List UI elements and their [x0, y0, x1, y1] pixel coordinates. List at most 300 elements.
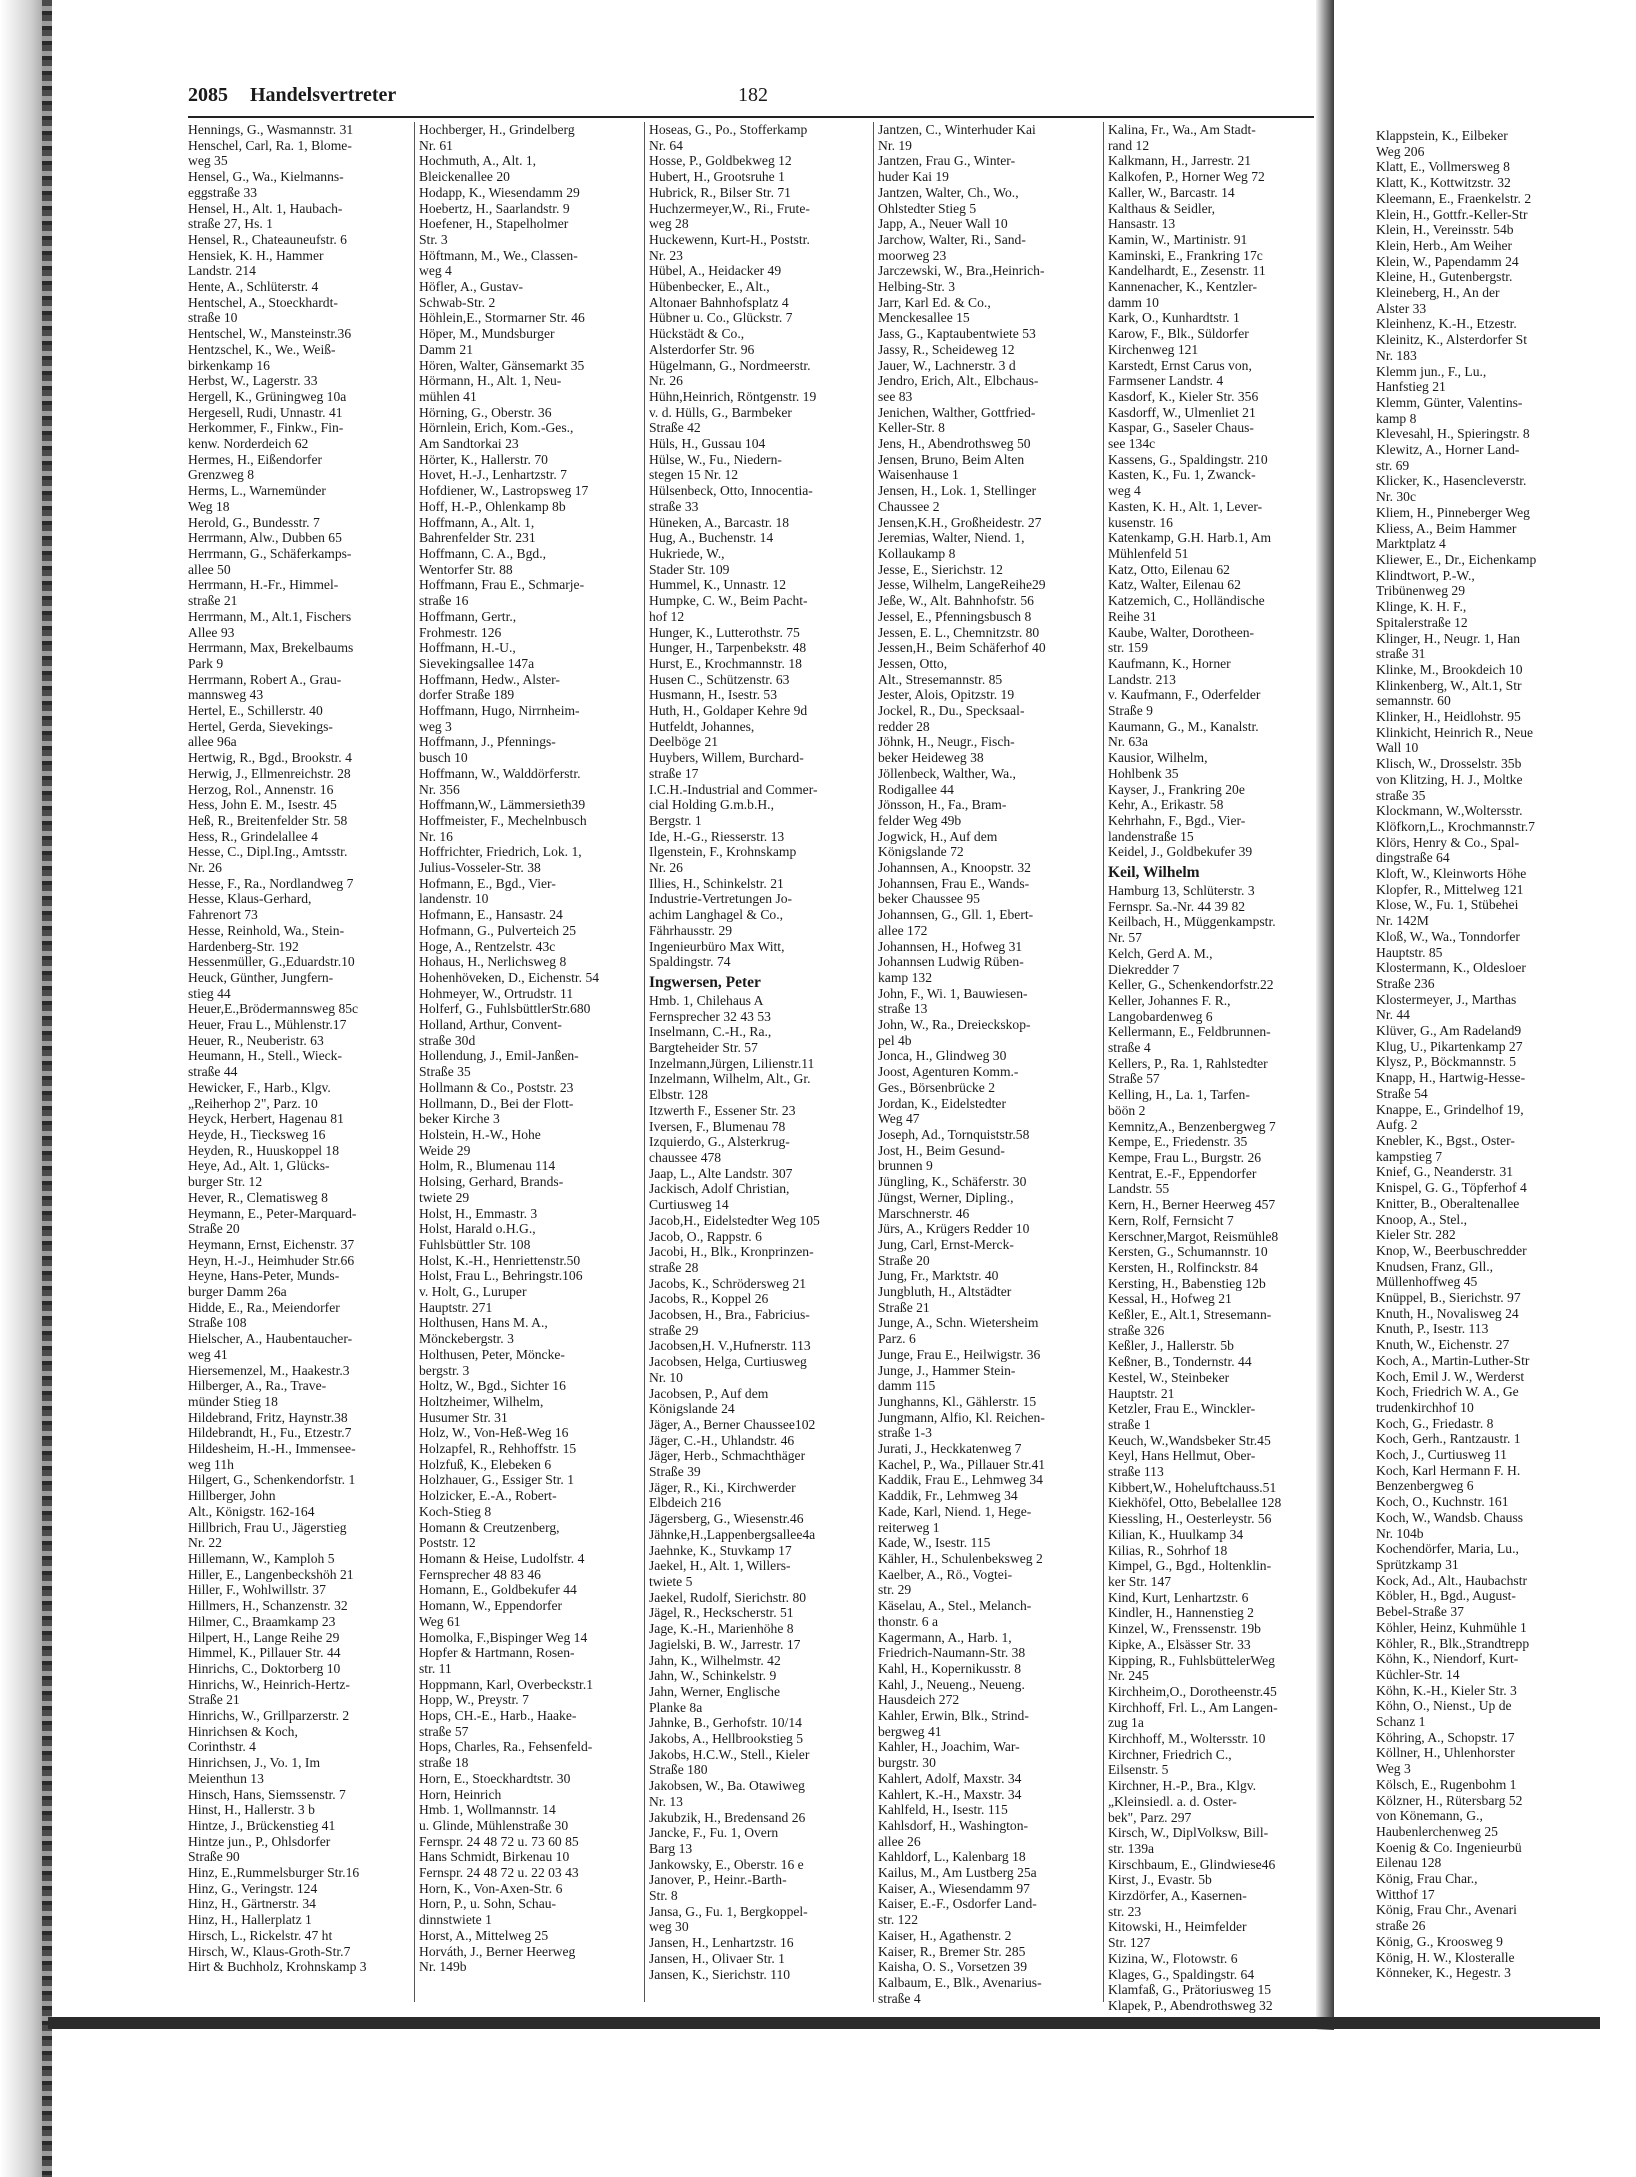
directory-entry: Köhn, K., Niendorf, Kurt- [1376, 1651, 1519, 1667]
directory-entry: burgstr. 30 [878, 1755, 936, 1771]
directory-entry: Koch, O., Kuchnstr. 161 [1376, 1494, 1509, 1510]
bottom-scan-edge [48, 2017, 1600, 2029]
directory-entry: Holthusen, Hans M. A., [419, 1315, 548, 1331]
directory-entry: see 83 [878, 388, 913, 404]
directory-entry: Straße 54 [1376, 1085, 1428, 1101]
directory-entry: Junge, A., Schn. Wietersheim [878, 1315, 1039, 1331]
directory-entry: weg 4 [1108, 483, 1141, 499]
directory-entry: Hunger, K., Lutterothstr. 75 [649, 624, 800, 640]
directory-entry: bek", Parz. 297 [1108, 1809, 1192, 1825]
directory-entry: Ilgenstein, F., Krohnskamp [649, 844, 797, 860]
directory-entry: Hilberger, A., Ra., Trave- [188, 1378, 327, 1394]
directory-entry: Holtz, W., Bgd., Sichter 16 [419, 1378, 566, 1394]
directory-entry: Homann, W., Eppendorfer [419, 1598, 563, 1614]
directory-entry: Hamburg 13, Schlüterstr. 3 [1108, 883, 1255, 899]
directory-entry: Jansa, G., Fu. 1, Bergkoppel- [649, 1903, 808, 1919]
directory-entry: Hofdiener, W., Lastropsweg 17 [419, 483, 589, 499]
directory-entry: Hurst, E., Krochmannstr. 18 [649, 655, 802, 671]
directory-entry: Koch, G., Friedastr. 8 [1376, 1415, 1494, 1431]
directory-entry: damm 10 [1108, 294, 1159, 310]
directory-entry: Hörmann, H., Alt. 1, Neu- [419, 373, 562, 389]
directory-entry: Planke 8a [649, 1699, 703, 1715]
directory-entry: beker Chaussee 95 [878, 891, 980, 907]
directory-entry: Fernspr. 24 48 72 u. 73 60 85 [419, 1833, 579, 1849]
directory-entry: Könneker, K., Hegestr. 3 [1376, 1965, 1511, 1981]
directory-entry: böön 2 [1108, 1102, 1146, 1118]
directory-entry: Huybers, Willem, Burchard- [649, 750, 804, 766]
directory-entry: Jensen,K.H., Großheidestr. 27 [878, 514, 1042, 530]
directory-entry: Husen C., Schützenstr. 63 [649, 671, 790, 687]
directory-entry: Weg 206 [1376, 143, 1425, 159]
directory-entry: Kirchenweg 121 [1108, 341, 1199, 357]
directory-entry: kenw. Norderdeich 62 [188, 436, 309, 452]
directory-entry: Hansastr. 13 [1108, 216, 1176, 232]
directory-entry: Hillmers, H., Schanzenstr. 32 [188, 1598, 348, 1614]
directory-entry: Holst, K.-H., Henriettenstr.50 [419, 1252, 581, 1268]
directory-entry: Jüngst, Werner, Dipling., [878, 1189, 1014, 1205]
directory-entry: Jost, H., Beim Gesund- [878, 1142, 1005, 1158]
directory-entry: straße 35 [1376, 787, 1426, 803]
directory-entry: Hügelmann, G., Nordmeerstr. [649, 357, 811, 373]
directory-entry: Hinrichsen & Koch, [188, 1723, 298, 1739]
directory-entry: Hinst, H., Hallerstr. 3 b [188, 1802, 315, 1818]
directory-entry: Holst, H., Emmastr. 3 [419, 1205, 538, 1221]
directory-entry: Humpke, C. W., Beim Pacht- [649, 593, 808, 609]
directory-entry: Kasdorf, K., Kieler Str. 356 [1108, 388, 1259, 404]
directory-entry: Jäger, Herb., Schmachthäger [649, 1448, 806, 1464]
directory-entry: Jensen, H., Lok. 1, Stellinger [878, 483, 1037, 499]
directory-entry: straße 27, Hs. 1 [188, 216, 273, 232]
directory-entry: Herms, L., Warnemünder [188, 483, 326, 499]
directory-entry: Alsterdorfer Str. 96 [649, 341, 755, 357]
directory-entry: Hinz, H., Hallerplatz 1 [188, 1912, 312, 1928]
directory-entry: Kirst, J., Evastr. 5b [1108, 1872, 1212, 1888]
directory-entry: Klüver, G., Am Radeland9 [1376, 1023, 1522, 1039]
directory-entry: Hofmann, E., Bgd., Vier- [419, 875, 556, 891]
directory-entry: Kasdorff, W., Ulmenliet 21 [1108, 404, 1256, 420]
directory-entry: Huchzermeyer,W., Ri., Frute- [649, 200, 810, 216]
directory-entry: Köbler, H., Bgd., August- [1376, 1588, 1516, 1604]
directory-entry: Herrmann, Robert A., Grau- [188, 671, 342, 687]
directory-entry: Junghanns, Kl., Gählerstr. 15 [878, 1393, 1037, 1409]
directory-entry: Hoefener, H., Stapelholmer [419, 216, 569, 232]
directory-entry: Knappe, E., Grindelhof 19, [1376, 1101, 1524, 1117]
directory-entry: Koch-Stieg 8 [419, 1503, 492, 1519]
directory-entry: Hoffmann,W., Lämmersieth39 [419, 797, 586, 813]
directory-entry: straße 326 [1108, 1322, 1165, 1338]
directory-entry: Jaekel, Rudolf, Sierichstr. 80 [649, 1589, 807, 1605]
directory-entry: Koch, J., Curtiusweg 11 [1376, 1447, 1507, 1463]
directory-entry: Jeremias, Walter, Niend. 1, [878, 530, 1025, 546]
directory-entry: Heuck, Günther, Jungfern- [188, 969, 334, 985]
directory-entry: str. 159 [1108, 640, 1149, 656]
directory-entry: Straße 35 [419, 1064, 471, 1080]
directory-entry: redder 28 [878, 718, 930, 734]
directory-entry: Jacobsen, P., Auf dem [649, 1385, 769, 1401]
directory-entry: Jass, G., Kaptaubentwiete 53 [878, 326, 1036, 342]
directory-entry: Koch, Gerh., Rantzaustr. 1 [1376, 1431, 1521, 1447]
directory-entry: achim Langhagel & Co., [649, 907, 784, 923]
directory-entry: Koch, Karl Hermann F. H. [1376, 1462, 1521, 1478]
directory-entry: weg 11h [188, 1456, 234, 1472]
directory-entry: Klamfaß, G., Prätoriusweg 15 [1108, 1982, 1272, 1998]
directory-entry: Klinkicht, Heinrich R., Neue [1376, 724, 1534, 740]
directory-entry: Jassy, R., Scheideweg 12 [878, 341, 1015, 357]
directory-entry: Hollmann & Co., Poststr. 23 [419, 1079, 574, 1095]
directory-entry: Horn, K., Von-Axen-Str. 6 [419, 1880, 563, 1896]
directory-entry: Hess, R., Grindelallee 4 [188, 828, 318, 844]
directory-entry: Kahler, Erwin, Blk., Strind- [878, 1708, 1029, 1724]
directory-entry: Hewicker, F., Harb., Klgv. [188, 1079, 331, 1095]
directory-entry: kusenstr. 16 [1108, 514, 1173, 530]
directory-entry: Jantzen, Frau G., Winter- [878, 153, 1016, 169]
directory-entry: Holst, Harald o.H.G., [419, 1221, 536, 1237]
directory-entry: Jacob,H., Eidelstedter Weg 105 [649, 1212, 820, 1228]
directory-entry: Bebel-Straße 37 [1376, 1604, 1464, 1620]
directory-entry: Hidde, E., Ra., Meiendorfer [188, 1299, 340, 1315]
directory-entry: Jesse, E., Sierichstr. 12 [878, 561, 1003, 577]
directory-entry: Hollmann, D., Bei der Flott- [419, 1095, 574, 1111]
directory-entry: Hertel, E., Schillerstr. 40 [188, 703, 323, 719]
directory-entry: Nr. 13 [649, 1793, 683, 1809]
directory-entry: Inselmann, C.-H., Ra., [649, 1024, 772, 1040]
directory-entry: Kloft, W., Kleinworts Höhe [1376, 866, 1527, 882]
directory-entry: Jacobsen, Helga, Curtiusweg [649, 1354, 807, 1370]
directory-entry: str. 29 [878, 1582, 912, 1598]
directory-entry: Heuer,E.,Brödermannsweg 85c [188, 1001, 359, 1017]
directory-entry: Nr. 64 [649, 137, 683, 153]
directory-entry: Kahlert, Adolf, Maxstr. 34 [878, 1770, 1022, 1786]
directory-entry: Jakobsen, W., Ba. Otawiweg [649, 1778, 805, 1794]
directory-entry: Hoffmann, Hedw., Alster- [419, 671, 560, 687]
directory-entry: Witthof 17 [1376, 1886, 1435, 1902]
directory-entry: Nr. 26 [188, 860, 222, 876]
directory-entry: Izquierdo, G., Alsterkrug- [649, 1134, 790, 1150]
directory-entry: Jägersberg, G., Wiesenstr.46 [649, 1511, 804, 1527]
page-gutter-edge [1316, 0, 1334, 2030]
directory-entry: Kestel, W., Steinbeker [1108, 1369, 1230, 1385]
directory-entry: Katenkamp, G.H. Harb.1, Am [1108, 530, 1272, 546]
directory-entry: Nr. 142M [1376, 913, 1429, 929]
directory-entry: beker Kirche 3 [419, 1111, 500, 1127]
directory-entry: Eilenau 128 [1376, 1855, 1442, 1871]
directory-entry: Herwig, J., Ellmenreichstr. 28 [188, 765, 351, 781]
directory-entry: Heyne, Hans-Peter, Munds- [188, 1268, 340, 1284]
directory-entry: Parz. 6 [878, 1331, 916, 1347]
directory-entry: Hörnlein, Erich, Kom.-Ges., [419, 420, 574, 436]
directory-entry: Koenig & Co. Ingenieurbü [1376, 1839, 1522, 1855]
directory-entry: Jöllenbeck, Walther, Wa., [878, 765, 1016, 781]
directory-entry: Heyck, Herbert, Hagenau 81 [188, 1111, 344, 1127]
directory-entry: Kleineberg, H., An der [1376, 285, 1500, 301]
directory-entry: Hübel, A., Heidacker 49 [649, 263, 782, 279]
directory-entry: allee 172 [878, 922, 928, 938]
directory-entry: Kahlsdorf, H., Washington- [878, 1817, 1029, 1833]
directory-entry: Hoppmann, Karl, Overbeckstr.1 [419, 1676, 594, 1692]
directory-entry: Hildebrand, Fritz, Haynstr.38 [188, 1409, 348, 1425]
directory-entry: Kark, O., Kunhardtstr. 1 [1108, 310, 1240, 326]
directory-entry: Hochberger, H., Grindelberg [419, 122, 575, 137]
directory-entry: Klysz, P., Böckmannstr. 5 [1376, 1054, 1517, 1070]
directory-entry: Keßler, E., Alt.1, Stresemann- [1108, 1307, 1272, 1323]
directory-entry: Nr. 57 [1108, 930, 1142, 946]
directory-entry: Jakubzik, H., Bredensand 26 [649, 1809, 806, 1825]
directory-entry: Helbing-Str. 3 [878, 279, 956, 295]
directory-entry: Hildesheim, H.-H., Immensee- [188, 1441, 356, 1457]
directory-entry: Kelch, Gerd A. M., [1108, 945, 1213, 961]
directory-entry: Hensel, G., Wa., Kielmanns- [188, 169, 344, 185]
directory-entry: Keller, G., Schenkendorfstr.22 [1108, 977, 1274, 993]
directory-entry: Johannsen, A., Knoopstr. 32 [878, 860, 1031, 876]
directory-entry: Kiessling, H., Oesterleystr. 56 [1108, 1511, 1272, 1527]
directory-entry: Straße 180 [649, 1762, 708, 1778]
directory-entry: Kind, Kurt, Lenhartzstr. 6 [1108, 1589, 1249, 1605]
directory-entry: Klinger, H., Neugr. 1, Han [1376, 630, 1521, 646]
directory-entry: cial Holding G.m.b.H., [649, 797, 774, 813]
directory-entry: Höhlein,E., Stormarner Str. 46 [419, 310, 585, 326]
directory-entry: Hauptstr. 21 [1108, 1385, 1175, 1401]
column-3 [649, 122, 871, 2012]
directory-entry: Kipke, A., Elsässer Str. 33 [1108, 1636, 1251, 1652]
directory-entry: Hoebertz, H., Saarlandstr. 9 [419, 200, 570, 216]
directory-entry: Eilsenstr. 5 [1108, 1762, 1169, 1778]
directory-entry: Kock, Ad., Alt., Haubachstr [1376, 1572, 1528, 1588]
directory-entry: Jaehnke, K., Stuvkamp 17 [649, 1542, 792, 1558]
directory-entry: Klöfkorn,L., Krochmannstr.7 [1376, 818, 1535, 834]
directory-entry: Jockel, R., Du., Specksaal- [878, 703, 1025, 719]
directory-entry: Jenichen, Walther, Gottfried- [878, 404, 1036, 420]
directory-entry: Kilian, K., Huulkamp 34 [1108, 1526, 1244, 1542]
directory-entry: Nr. 22 [188, 1535, 222, 1551]
directory-entry: straße 10 [188, 310, 238, 326]
directory-entry: Hüneken, A., Barcastr. 18 [649, 514, 790, 530]
directory-entry: Jage, K.-H., Marienhöhe 8 [649, 1621, 794, 1637]
directory-entry: Kahldorf, L., Kalenbarg 18 [878, 1849, 1026, 1865]
directory-entry: Holferf, G., FuhlsbüttlerStr.680 [419, 1001, 591, 1017]
directory-entry: Jacobs, K., Schrödersweg 21 [649, 1275, 807, 1291]
directory-entry: u. Glinde, Mühlenstraße 30 [419, 1817, 569, 1833]
directory-entry: Kibbert,W., Hoheluftchauss.51 [1108, 1479, 1277, 1495]
directory-entry: Benzenbergweg 6 [1376, 1478, 1474, 1494]
directory-entry: weg 4 [419, 263, 452, 279]
directory-entry: Kaiser, R., Bremer Str. 285 [878, 1943, 1026, 1959]
directory-entry: Jessen, E. L., Chemnitzstr. 80 [878, 624, 1040, 640]
directory-entry: Heumann, H., Stell., Wieck- [188, 1048, 342, 1064]
directory-entry: Jordan, K., Eidelstedter [878, 1095, 1006, 1111]
directory-entry: Hohenhöveken, D., Eichenstr. 54 [419, 969, 600, 985]
directory-entry: Hirt & Buchholz, Krohnskamp 3 [188, 1959, 367, 1975]
directory-entry: Koch, Friedrich W. A., Ge [1376, 1384, 1519, 1400]
directory-entry: Jarczewski, W., Bra.,Heinrich- [878, 263, 1045, 279]
directory-entry: Horst, A., Mittelweg 25 [419, 1927, 549, 1943]
directory-entry: Hauptstr. 85 [1376, 944, 1443, 960]
directory-entry: Huth, H., Goldaper Kehre 9d [649, 703, 808, 719]
directory-entry: Himmel, K., Pillauer Str. 44 [188, 1645, 341, 1661]
directory-entry: Kempe, E., Friedenstr. 35 [1108, 1134, 1248, 1150]
directory-entry: Holstein, H.-W., Hohe [419, 1127, 541, 1142]
column-divider [414, 122, 415, 2002]
directory-entry: Kalbaum, E., Blk., Avenarius- [878, 1974, 1042, 1990]
directory-entry: Kahl, J., Neueng., Neueng. [878, 1676, 1025, 1692]
directory-entry: Kern, H., Berner Heerweg 457 [1108, 1197, 1276, 1213]
directory-entry: Klockmann, W.,Woltersstr. [1376, 803, 1523, 819]
directory-entry: Janover, P., Heinr.-Barth- [649, 1872, 787, 1888]
directory-entry: Mühlenfeld 51 [1108, 545, 1189, 561]
directory-entry: Junge, Frau E., Heilwigstr. 36 [878, 1346, 1041, 1362]
directory-entry: Hensiek, K. H., Hammer [188, 247, 324, 263]
directory-entry: Ketzler, Frau E., Winckler- [1108, 1401, 1256, 1417]
directory-entry: Straße 20 [878, 1252, 930, 1268]
directory-entry: Klein, H., Vereinsstr. 54b [1376, 222, 1514, 238]
directory-entry: Hops, Charles, Ra., Fehsenfeld- [419, 1739, 593, 1755]
directory-entry: Ingwersen, Peter [649, 973, 761, 991]
directory-entry: Alster 33 [1376, 300, 1427, 316]
directory-entry: Nr. 61 [419, 137, 453, 153]
directory-entry: Hollendung, J., Emil-Janßen- [419, 1048, 579, 1064]
directory-entry: dinnstwiete 1 [419, 1912, 492, 1928]
directory-entry: Jäger, C.-H., Uhlandstr. 46 [649, 1432, 795, 1448]
directory-entry: Kalkmann, H., Jarrestr. 21 [1108, 153, 1252, 169]
directory-entry: Fuhlsbüttler Str. 108 [419, 1236, 531, 1252]
directory-entry: Klostermann, K., Oldesloer [1376, 960, 1526, 976]
directory-entry: Hoffmann, J., Pfennings- [419, 734, 556, 750]
directory-entry: Hinz, E.,Rummelsburger Str.16 [188, 1865, 360, 1881]
directory-entry: straße 16 [419, 593, 469, 609]
directory-entry: straße 4 [878, 1990, 921, 2006]
directory-entry: Jahn, Werner, Englische [649, 1683, 780, 1699]
directory-entry: Klörs, Henry & Co., Spal- [1376, 834, 1520, 850]
directory-entry: Hutfeldt, Johannes, [649, 718, 755, 734]
directory-entry: Hofmann, E., Hansastr. 24 [419, 907, 563, 923]
directory-entry: Hukriede, W., [649, 545, 725, 561]
directory-entry: Curtiusweg 14 [649, 1197, 729, 1213]
directory-entry: Klemm jun., F., Lu., [1376, 363, 1487, 379]
directory-entry: Heymann, E., Peter-Marquard- [188, 1205, 357, 1221]
directory-entry: Hildebrandt, H., Fu., Etzestr.7 [188, 1425, 352, 1441]
directory-entry: Kaumann, G., M., Kanalstr. [1108, 718, 1259, 734]
directory-entry: Kassens, G., Spaldingstr. 210 [1108, 451, 1268, 467]
directory-entry: Kleine, H., Gutenbergstr. [1376, 269, 1513, 285]
directory-entry: Holz, W., Von-Heß-Weg 16 [419, 1425, 569, 1441]
directory-entry: bergstr. 3 [419, 1362, 470, 1378]
directory-entry: Kaiser, A., Wiesendamm 97 [878, 1880, 1030, 1896]
directory-entry: Joost, Agenturen Komm.- [878, 1064, 1019, 1080]
directory-entry: Fernspr. 24 48 72 u. 22 03 43 [419, 1865, 579, 1881]
directory-entry: Homolka, F.,Bispinger Weg 14 [419, 1629, 588, 1645]
directory-entry: Holzfuß, K., Elebeken 6 [419, 1456, 552, 1472]
directory-entry: Heymann, Ernst, Eichenstr. 37 [188, 1236, 355, 1252]
directory-entry: Keller, Johannes F. R., [1108, 992, 1231, 1008]
directory-entry: Kagermann, A., Harb. 1, [878, 1629, 1012, 1645]
directory-entry: straße 113 [1108, 1464, 1164, 1480]
directory-entry: Klemm, Günter, Valentins- [1376, 394, 1523, 410]
directory-entry: Kliem, H., Pinneberger Weg [1376, 504, 1530, 520]
directory-entry: v. d. Hülls, G., Barmbeker [649, 404, 792, 420]
directory-entry: Jankowsky, E., Oberstr. 16 e [649, 1856, 804, 1872]
directory-entry: Schwab-Str. 2 [419, 294, 496, 310]
directory-entry: Koch, Emil J. W., Werderst [1376, 1368, 1525, 1384]
directory-entry: Kelling, H., La. 1, Tarfen- [1108, 1087, 1250, 1103]
directory-entry: Hertwig, R., Bgd., Brookstr. 4 [188, 750, 352, 766]
directory-entry: Kachel, P., Wa., Pillauer Str.41 [878, 1456, 1046, 1472]
directory-entry: Junge, J., Hammer Stein- [878, 1362, 1016, 1378]
directory-entry: Kiekhöfel, Otto, Bebelallee 128 [1108, 1495, 1282, 1511]
directory-entry: Hermes, H., Eißendorfer [188, 451, 322, 467]
column-divider [873, 122, 874, 2002]
directory-entry: Hillemann, W., Kamploh 5 [188, 1550, 335, 1566]
directory-entry: Hovet, H.-J., Lenhartzstr. 7 [419, 467, 567, 483]
directory-entry: Keßler, J., Hallerstr. 5b [1108, 1338, 1234, 1354]
directory-entry: Hauptstr. 271 [419, 1299, 493, 1315]
directory-entry: Kirchner, Friedrich C., [1108, 1746, 1232, 1762]
directory-entry: Johannsen, G., Gll. 1, Ebert- [878, 907, 1034, 923]
directory-entry: Wentorfer Str. 88 [419, 561, 513, 577]
directory-entry: Hilmer, C., Braamkamp 23 [188, 1613, 336, 1629]
directory-entry: Nr. 10 [649, 1369, 683, 1385]
directory-entry: Hente, A., Schlüterstr. 4 [188, 279, 319, 295]
directory-entry: Kaddik, Fr., Lehmweg 34 [878, 1488, 1018, 1504]
directory-entry: Altonaer Bahnhofsplatz 4 [649, 294, 789, 310]
directory-entry: Jakobs, A., Hellbrookstieg 5 [649, 1731, 804, 1747]
directory-entry: Jung, Carl, Ernst-Merck- [878, 1236, 1014, 1252]
directory-entry: Grenzweg 8 [188, 467, 255, 483]
directory-entry: Nr. 16 [419, 828, 453, 844]
directory-entry: v. Holt, G., Luruper [419, 1284, 527, 1300]
directory-entry: Jonca, H., Glindweg 30 [878, 1048, 1007, 1064]
directory-entry: Kleinhenz, K.-H., Etzestr. [1376, 316, 1517, 332]
directory-entry: Hiersemenzel, M., Haakestr.3 [188, 1362, 350, 1378]
directory-entry: birkenkamp 16 [188, 357, 270, 373]
directory-entry: Heyde, H., Tiecksweg 16 [188, 1127, 326, 1142]
directory-entry: Heyden, R., Huuskoppel 18 [188, 1142, 340, 1158]
directory-entry: Keßner, B., Tondernstr. 44 [1108, 1354, 1252, 1370]
directory-entry: Horn, Heinrich [419, 1786, 502, 1802]
column-1 [188, 122, 410, 2012]
directory-entry: mannsweg 43 [188, 687, 264, 703]
directory-entry: Straße 42 [649, 420, 701, 436]
directory-entry: Hessenmüller, G.,Eduardstr.10 [188, 954, 355, 970]
directory-entry: Hans Schmidt, Birkenau 10 [419, 1849, 570, 1865]
directory-entry: John, W., Ra., Dreieckskop- [878, 1017, 1031, 1033]
directory-entry: weg 35 [188, 153, 228, 169]
directory-entry: Klewitz, A., Horner Land- [1376, 442, 1520, 458]
directory-entry: Ges., Börsenbrücke 2 [878, 1079, 996, 1095]
directory-entry: Kinzel, W., Frenssenstr. 19b [1108, 1621, 1261, 1637]
directory-entry: landenstraße 15 [1108, 828, 1194, 844]
directory-entry: Kentrat, E.-F., Eppendorfer [1108, 1165, 1257, 1181]
directory-entry: dingstraße 64 [1376, 850, 1450, 866]
directory-entry: Koch, W., Wandsb. Chauss [1376, 1509, 1524, 1525]
directory-entry: straße 1 [1108, 1416, 1151, 1432]
directory-entry: Hören, Walter, Gänsemarkt 35 [419, 357, 585, 373]
directory-entry: busch 10 [419, 750, 468, 766]
directory-entry: Hilgert, G., Schenkendorfstr. 1 [188, 1472, 356, 1488]
directory-entry: Hergesell, Rudi, Unnastr. 41 [188, 404, 343, 420]
directory-entry: Husumer Str. 31 [419, 1409, 508, 1425]
directory-entry: von Klitzing, H. J., Moltke [1376, 771, 1523, 787]
directory-entry: Jung, Fr., Marktstr. 40 [878, 1268, 999, 1284]
directory-entry: Klose, W., Fu. 1, Stübehei [1376, 897, 1519, 913]
directory-entry: Nr. 26 [649, 373, 683, 389]
directory-entry: Hausdeich 272 [878, 1692, 960, 1708]
binding-strip [42, 0, 52, 2177]
directory-entry: Kellers, P., Ra. 1, Rahlstedter [1108, 1055, 1268, 1071]
directory-entry: Landstr. 213 [1108, 671, 1176, 687]
directory-entry: Kaiser, E.-F., Osdorfer Land- [878, 1896, 1037, 1912]
directory-entry: Elbdeich 216 [649, 1495, 722, 1511]
directory-entry: Kaspar, G., Saseler Chaus- [1108, 420, 1254, 436]
directory-entry: Jacobsen, H., Bra., Fabricius- [649, 1307, 810, 1323]
